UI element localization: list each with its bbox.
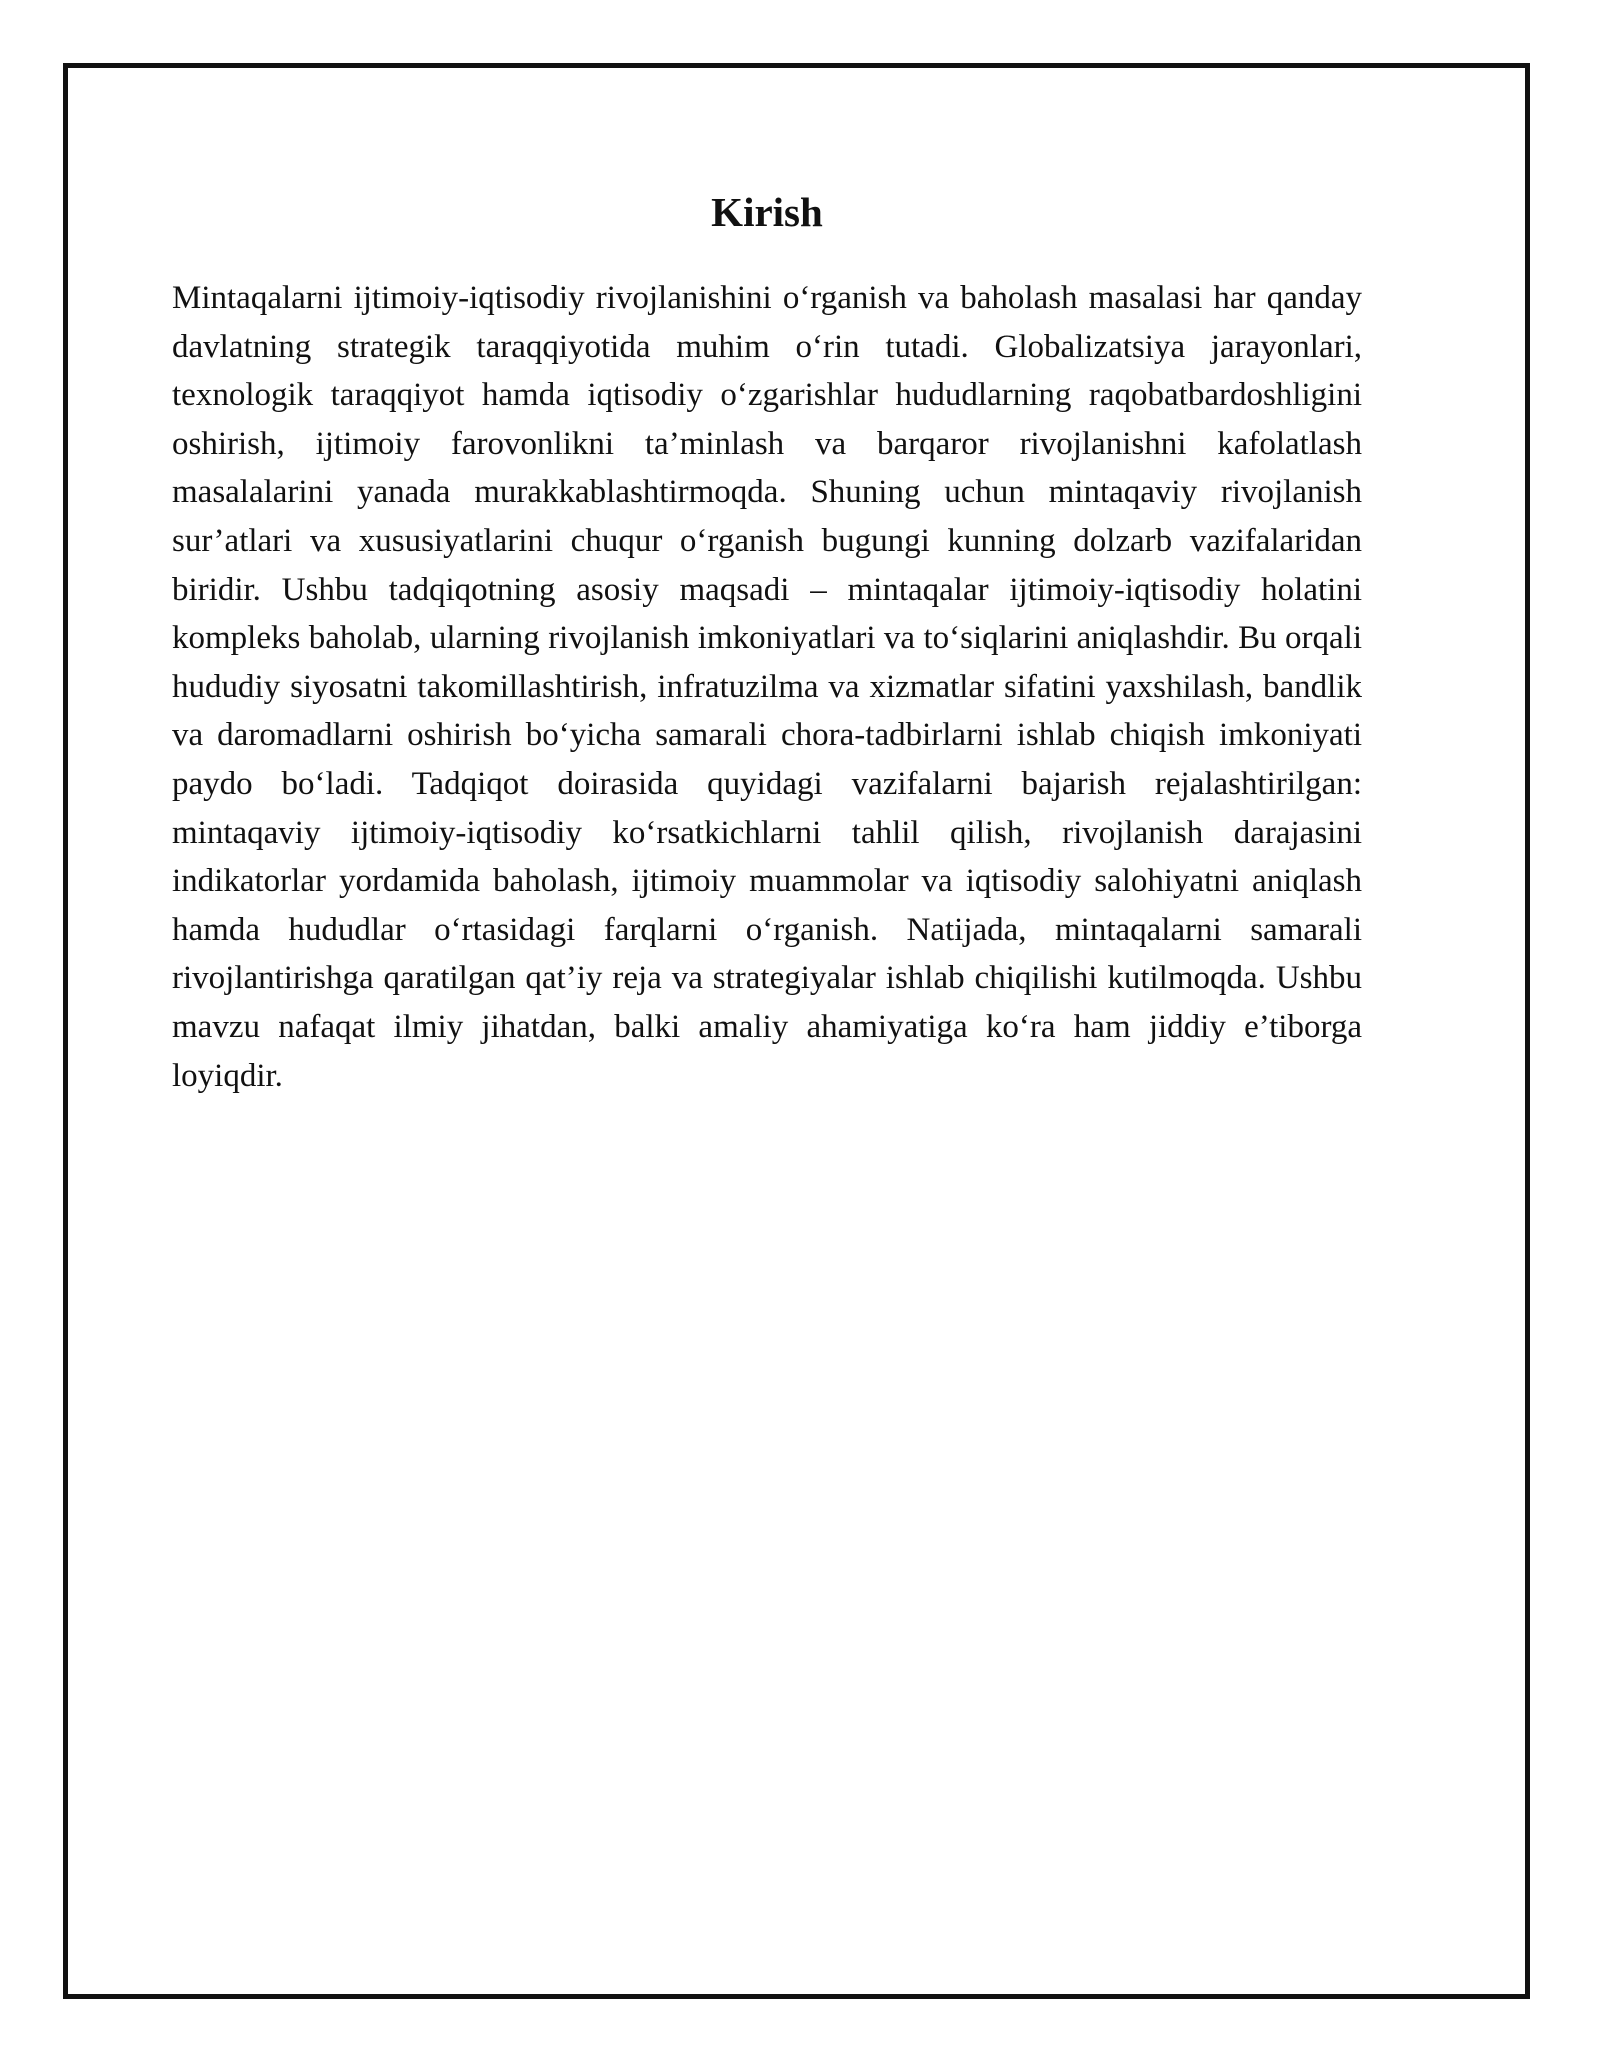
- document-content: [172, 180, 1362, 1100]
- page-title: Kirish: [711, 189, 823, 235]
- body-paragraph: Mintaqalarni ijtimoiy-iqtisodiy rivojlanishini o‘rganish va baholash masalasi har qanday davlatning strategik taraqqiyotida muhim o‘rin tutadi. Globalizatsiya jarayonlari, texnologik taraqqiyot hamda iqtisodiy o‘zgarishlar hududlarning raqobatbardoshligini oshirish, ijtimoiy farovonlikni ta’minlash va barqaror rivojlanishni kafolatlash masalalarini yanada murakkablashtirmoqda. Shuning uchun mintaqaviy rivojlanish sur’atlari va xususiyatlarini chuqur o‘rganish bugungi kunning dolzarb vazifalaridan biridir. Ushbu tadqiqotning asosiy maqsadi – mintaqalar ijtimoiy-iqtisodiy holatini kompleks baholab, ularning rivojlanish imkoniyatlari va to‘siqlarini aniqlashdir. Bu orqali hududiy siyosatni takomillashtirish, infratuzilma va xizmatlar sifatini yaxshilash, bandlik va daromadlarni oshirish bo‘yicha samarali chora-tadbirlarni ishlab chiqish imkoniyati paydo bo‘ladi. Tadqiqot doirasida quyidagi vazifalarni bajarish rejalashtirilgan: mintaqaviy ijtimoiy-iqtisodiy ko‘rsatkichlarni tahlil qilish, rivojlanish darajasini indikatorlar yordamida baholash, ijtimoiy muammolar va iqtisodiy salohiyatni aniqlash hamda hududlar o‘rtasidagi farqlarni o‘rganish. Natijada, mintaqalarni samarali rivojlantirishga qaratilgan qat’iy reja va strategiyalar ishlab chiqilishi kutilmoqda. Ushbu mavzu nafaqat ilmiy jihatdan, balki amaliy ahamiyatiga ko‘ra ham jiddiy e’tiborga loyiqdir.: [172, 280, 1362, 1094]
